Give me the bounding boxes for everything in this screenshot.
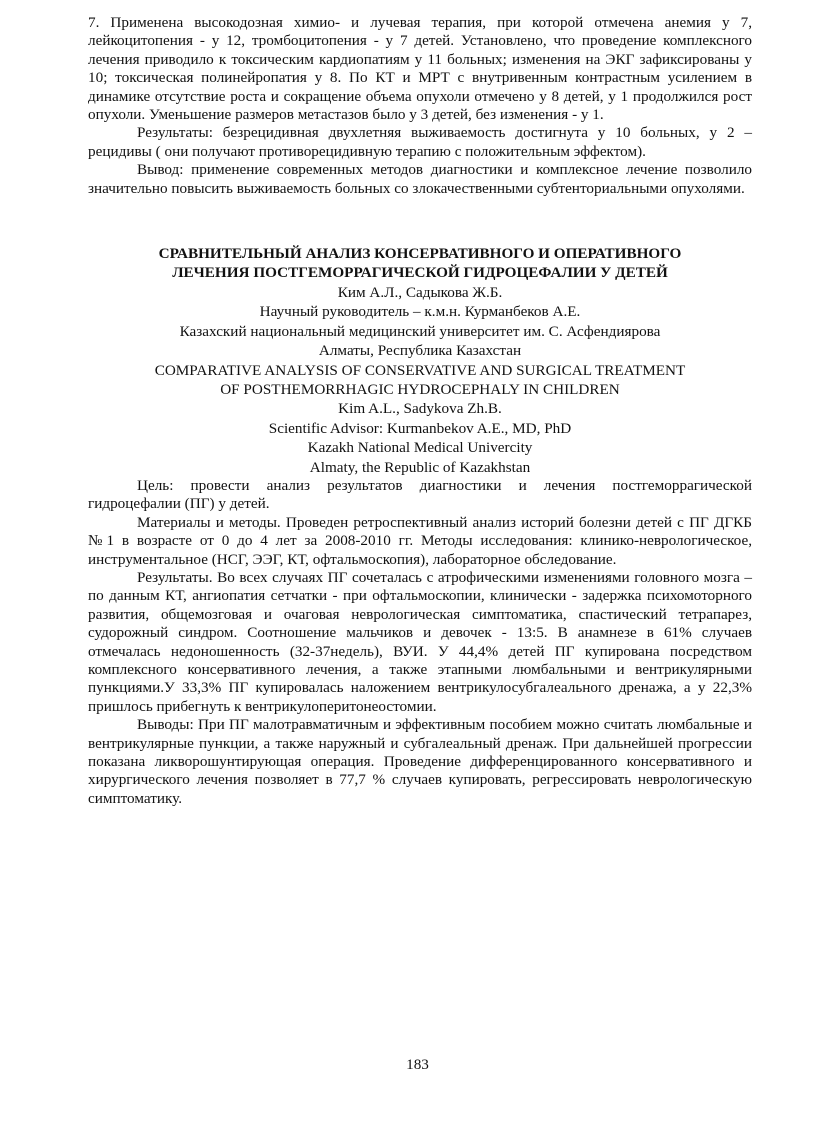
authors-ru: Ким А.Л., Садыкова Ж.Б. xyxy=(337,283,503,301)
advisor-en: Scientific Advisor: Kurmanbekov A.E., MD, PhD xyxy=(268,419,572,437)
title-en-line-2: OF POSTHEMORRHAGIC HYDROCEPHALY IN CHILDREN xyxy=(220,380,620,398)
city-ru: Алматы, Республика Казахстан xyxy=(318,342,522,360)
results-paragraph: Результаты. Во всех случаях ПГ сочеталась с атрофическими изменениями головного мозга – по данным КТ, ангиопатия сетчатки - при офтальмоскопии, клинически - задержка психомоторного развития, общемозговая и очаговая неврологическая симптоматика, спастический тетрапарез, судорожный синдром. Соотношение мальчиков и девочек - 13:5. В анамнезе в 61% случаев отмечалась недоношенность (32-37недель), ВУИ. У 44,4% детей ПГ купирована посредством комплексного консервативного лечения, а также этапными люмбальными и вентрикулярными пункциями.У 33,3% ПГ купировалась наложением вентрикулосубгалеального дренажа, а у 22,3% пришлось прибегнуть к вентрикулоперитонеостомии. xyxy=(88,568,752,715)
section-gap xyxy=(88,198,752,244)
conclusions-paragraph: Выводы: При ПГ малотравматичным и эффективным пособием можно считать люмбальные и вентрикулярные пункции, а также наружный и субгалеальный дренаж. При дальнейшей прогрессии показана ликворошунтирующая операция. Проведение дифференцированного консервативного и хирургического лечения позволяет в 77,7 % случаев купировать, регрессировать неврологическую симптоматику. xyxy=(88,716,752,807)
prev-article-results: Результаты: безрецидивная двухлетняя выживаемость достигнута у 10 больных, у 2 – рецидивы ( они получают противорецидивную терапию с положительным эффектом). xyxy=(88,124,752,160)
page-number: 183 xyxy=(406,1056,429,1073)
page-content xyxy=(88,14,752,808)
goal-paragraph: Цель: провести анализ результатов диагностики и лечения постгеморрагической гидроцефалии (ПГ) у детей. xyxy=(88,476,752,513)
city-en: Almaty, the Republic of Kazakhstan xyxy=(309,458,531,476)
title-en-line-1: COMPARATIVE ANALYSIS OF CONSERVATIVE AND SURGICAL TREATMENT xyxy=(154,361,686,379)
advisor-ru: Научный руководитель – к.м.н. Курманбеков А.Е. xyxy=(259,303,581,321)
title-ru-line-1: СРАВНИТЕЛЬНЫЙ АНАЛИЗ КОНСЕРВАТИВНОГО И ОПЕРАТИВНОГО xyxy=(158,245,682,263)
university-en: Kazakh National Medical Univercity xyxy=(307,439,533,457)
prev-article-conclusion: Вывод: применение современных методов диагностики и комплексное лечение позволило значительно повысить выживаемость больных со злокачественными субтенториальными опухолями. xyxy=(88,161,752,197)
title-ru-line-2: ЛЕЧЕНИЯ ПОСТГЕМОРРАГИЧЕСКОЙ ГИДРОЦЕФАЛИИ У ДЕТЕЙ xyxy=(172,264,668,282)
prev-article-paragraph-1: 7. Применена высокодозная химио- и лучевая терапия, при которой отмечена анемия у 7, лейкоцитопения - у 12, тромбоцитопения - у 7 детей. Установлено, что проведение комплексного лечения приводило к токсическим кардиопатиям у 11 больных; изменения на ЭКГ зафиксированы у 10; токсическая полинейропатия у 8. По КТ и МРТ с внутривенным контрастным усилением в динамике отсутствие роста и сокращение объема опухоли отмечено у 8 детей, у 1 продолжился рост опухоли. Уменьшение размеров метастазов было у 3 детей, без изменения - у 1. xyxy=(88,14,752,124)
methods-paragraph: Материалы и методы. Проведен ретроспективный анализ историй болезни детей с ПГ ДГКБ №1 в возрасте от 0 до 4 лет за 2008-2010 гг. Методы исследования: клинико-неврологическое, инструментальное (НСГ, ЭЭГ, КТ, офтальмоскопия), лабораторное обследование. xyxy=(88,513,752,568)
authors-en: Kim A.L., Sadykova Zh.B. xyxy=(338,400,502,418)
university-ru: Казахский национальный медицинский университет им. С. Асфендиярова xyxy=(179,322,661,340)
